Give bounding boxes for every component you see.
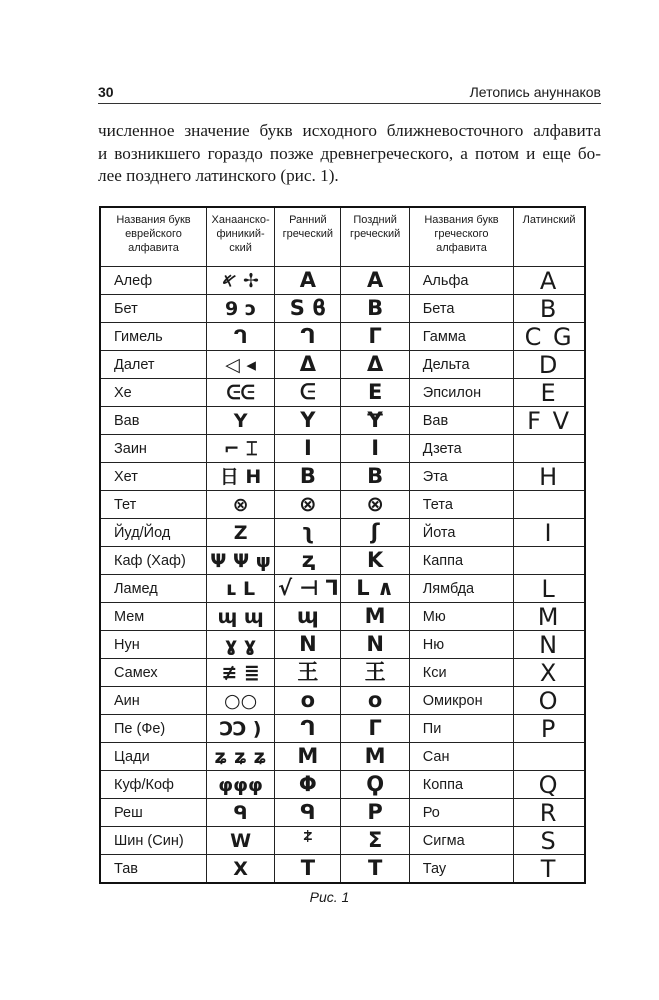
latin-letter-cell [514, 631, 585, 659]
body-line: и возникшего гораздо позже древнегреческого, а потом и еще бо- [98, 143, 601, 163]
late-greek-glyph-cell [341, 379, 409, 407]
late-greek-glyph-cell [341, 743, 409, 771]
latin-letter: E [540, 378, 558, 407]
phoenician-glyph: ʑ ʑ ʑ [214, 745, 267, 768]
phoenician-glyph-cell [206, 547, 274, 575]
latin-letter: S [540, 826, 558, 855]
late-greek-glyph-cell [341, 855, 409, 884]
table-row [100, 519, 585, 547]
hebrew-name-cell: Пе (Фе) [100, 715, 206, 743]
late-greek-glyph: Γ [368, 324, 382, 348]
late-greek-glyph-cell [341, 575, 409, 603]
col-header-hebrew: Названия букв еврейского алфавита [100, 207, 206, 267]
phoenician-glyph-cell [206, 603, 274, 631]
latin-letter-cell [514, 603, 585, 631]
phoenician-glyph: ○○ [223, 689, 258, 712]
table-row [100, 827, 585, 855]
late-greek-glyph: T [367, 856, 383, 880]
phoenician-glyph: 日 H [219, 465, 262, 488]
late-greek-glyph-cell [341, 687, 409, 715]
phoenician-glyph: ᑫ [233, 801, 248, 824]
col-header-latin: Латинский [514, 207, 585, 267]
hebrew-name-cell: Мем [100, 603, 206, 631]
late-greek-glyph: Ϙ [366, 772, 385, 796]
early-greek-glyph-cell [275, 855, 341, 884]
table-row [100, 435, 585, 463]
body-line: лее позднего латинского (рис. 1). [98, 166, 339, 185]
late-greek-glyph: ⊗ [366, 492, 384, 516]
early-greek-glyph: o [300, 688, 316, 712]
greek-name-cell: Йота [409, 519, 513, 547]
table-row [100, 351, 585, 379]
early-greek-glyph: ɰ [296, 604, 319, 628]
col-header-late-greek: Поздний греческий [341, 207, 409, 267]
table-row [100, 463, 585, 491]
latin-letter-cell [514, 295, 585, 323]
late-greek-glyph-cell [341, 323, 409, 351]
late-greek-glyph: M [364, 604, 386, 628]
latin-letter-cell [514, 715, 585, 743]
latin-letter-cell [514, 799, 585, 827]
table-row [100, 855, 585, 884]
early-greek-glyph: Φ [298, 772, 317, 796]
late-greek-glyph: B [367, 296, 384, 320]
phoenician-glyph-cell [206, 771, 274, 799]
hebrew-name-cell: Йуд/Йод [100, 519, 206, 547]
late-greek-glyph: E [367, 380, 383, 404]
phoenician-glyph: 9 ↄ [225, 297, 257, 320]
latin-letter-cell [514, 267, 585, 295]
hebrew-name-cell: Хе [100, 379, 206, 407]
table-header-row [100, 207, 585, 267]
greek-name-cell: Вав [409, 407, 513, 435]
alphabet-table [99, 206, 586, 884]
latin-letter-cell [514, 743, 585, 771]
table-row [100, 715, 585, 743]
greek-name-cell: Тета [409, 491, 513, 519]
phoenician-glyph: X [233, 857, 248, 880]
hebrew-name-cell: Вав [100, 407, 206, 435]
table-row [100, 491, 585, 519]
early-greek-glyph: Y [300, 408, 316, 432]
phoenician-glyph: ɰ ɰ [217, 605, 264, 628]
latin-letter: Q [538, 770, 560, 799]
hebrew-name-cell: Гимель [100, 323, 206, 351]
early-greek-glyph: M [297, 744, 319, 768]
table-row [100, 631, 585, 659]
phoenician-glyph: ⊗ [232, 493, 249, 516]
header-divider [98, 103, 601, 104]
early-greek-glyph-cell [275, 519, 341, 547]
col-header-phoenician: Ханаанско-финикий-ский [206, 207, 274, 267]
phoenician-glyph-cell [206, 827, 274, 855]
late-greek-glyph-cell [341, 799, 409, 827]
latin-letter-cell [514, 407, 585, 435]
early-greek-glyph: ⊗ [299, 492, 317, 516]
late-greek-glyph-cell [341, 435, 409, 463]
hebrew-name-cell: Нун [100, 631, 206, 659]
latin-letter-cell [514, 435, 585, 463]
hebrew-name-cell: Куф/Коф [100, 771, 206, 799]
phoenician-glyph-cell [206, 631, 274, 659]
phoenician-glyph-cell [206, 743, 274, 771]
phoenician-glyph-cell [206, 659, 274, 687]
latin-letter-cell [514, 519, 585, 547]
latin-letter: P [540, 714, 558, 743]
late-greek-glyph-cell [341, 603, 409, 631]
greek-name-cell: Мю [409, 603, 513, 631]
early-greek-glyph: I [303, 436, 312, 460]
latin-letter: F V [527, 406, 572, 435]
late-greek-glyph-cell [341, 267, 409, 295]
late-greek-glyph: o [367, 688, 383, 712]
early-greek-glyph: ᒉ [300, 324, 316, 348]
early-greek-glyph-cell [275, 603, 341, 631]
early-greek-glyph-cell [275, 827, 341, 855]
hebrew-name-cell: Каф (Хаф) [100, 547, 206, 575]
early-greek-glyph: S ϐ [289, 296, 326, 320]
late-greek-glyph: ʃ [370, 520, 380, 544]
phoenician-glyph-cell [206, 715, 274, 743]
table-row [100, 323, 585, 351]
table-row [100, 547, 585, 575]
late-greek-glyph: 王 [364, 660, 386, 684]
page-number: 30 [98, 84, 114, 100]
early-greek-glyph-cell [275, 463, 341, 491]
table-row [100, 771, 585, 799]
greek-name-cell: Коппа [409, 771, 513, 799]
hebrew-name-cell: Бет [100, 295, 206, 323]
table-row [100, 407, 585, 435]
late-greek-glyph: N [366, 632, 384, 656]
phoenician-glyph-cell [206, 435, 274, 463]
running-title: Летопись ануннаков [469, 84, 601, 100]
phoenician-glyph: ◁ ◂ [225, 353, 256, 376]
phoenician-glyph-cell [206, 855, 274, 884]
latin-letter: X [539, 658, 559, 687]
late-greek-glyph: M [364, 744, 386, 768]
phoenician-glyph-cell [206, 687, 274, 715]
phoenician-glyph: Y [233, 409, 248, 432]
greek-name-cell: Ню [409, 631, 513, 659]
early-greek-glyph: Δ [299, 352, 316, 376]
late-greek-glyph-cell [341, 631, 409, 659]
latin-letter: T [540, 854, 558, 883]
table-row [100, 603, 585, 631]
late-greek-glyph: Γ [368, 716, 382, 740]
phoenician-glyph-cell [206, 323, 274, 351]
phoenician-glyph-cell [206, 575, 274, 603]
phoenician-glyph: ⌐ ⌶ [223, 437, 258, 460]
early-greek-glyph-cell [275, 295, 341, 323]
late-greek-glyph: L ∧ [356, 576, 394, 600]
greek-name-cell: Каппа [409, 547, 513, 575]
hebrew-name-cell: Самех [100, 659, 206, 687]
early-greek-glyph-cell [275, 379, 341, 407]
hebrew-name-cell: Заин [100, 435, 206, 463]
greek-name-cell: Альфа [409, 267, 513, 295]
early-greek-glyph-cell [275, 575, 341, 603]
late-greek-glyph: Δ [366, 352, 384, 376]
table-row [100, 267, 585, 295]
col-header-early-greek: Ранний греческий [275, 207, 341, 267]
phoenician-glyph-cell [206, 379, 274, 407]
latin-letter: D [538, 350, 560, 379]
phoenician-glyph: Z [233, 521, 248, 544]
greek-name-cell: Кси [409, 659, 513, 687]
phoenician-glyph-cell [206, 267, 274, 295]
early-greek-glyph-cell [275, 743, 341, 771]
hebrew-name-cell: Тет [100, 491, 206, 519]
table-row [100, 687, 585, 715]
table-row [100, 743, 585, 771]
late-greek-glyph-cell [341, 519, 409, 547]
latin-letter-cell [514, 323, 585, 351]
latin-letter-cell [514, 547, 585, 575]
table-row [100, 799, 585, 827]
hebrew-name-cell: Реш [100, 799, 206, 827]
latin-letter-cell [514, 463, 585, 491]
greek-name-cell: Эта [409, 463, 513, 491]
page-header [98, 84, 601, 102]
early-greek-glyph: ᙇ [302, 828, 314, 852]
latin-letter: L [541, 574, 557, 603]
phoenician-glyph-cell [206, 799, 274, 827]
latin-letter: M [537, 602, 561, 631]
greek-name-cell: Сан [409, 743, 513, 771]
greek-name-cell: Гамма [409, 323, 513, 351]
late-greek-glyph-cell [341, 715, 409, 743]
early-greek-glyph: ᒉ [300, 716, 316, 740]
phoenician-glyph: ≢ ≣ [221, 661, 260, 684]
early-greek-glyph-cell [275, 659, 341, 687]
early-greek-glyph-cell [275, 547, 341, 575]
early-greek-glyph-cell [275, 799, 341, 827]
latin-letter-cell [514, 491, 585, 519]
greek-name-cell: Омикрон [409, 687, 513, 715]
hebrew-name-cell: Аин [100, 687, 206, 715]
figure-caption: Рис. 1 [309, 889, 350, 905]
latin-letter: H [539, 462, 560, 491]
early-greek-glyph-cell [275, 771, 341, 799]
late-greek-glyph-cell [341, 463, 409, 491]
greek-name-cell: Дзета [409, 435, 513, 463]
greek-name-cell: Тау [409, 855, 513, 884]
hebrew-name-cell: Ламед [100, 575, 206, 603]
latin-letter-cell [514, 771, 585, 799]
latin-letter: C G [524, 322, 574, 351]
early-greek-glyph: ᕮ [300, 380, 316, 404]
phoenician-glyph: φφφ [218, 773, 263, 796]
table-row [100, 295, 585, 323]
phoenician-glyph: ɣ ɣ [225, 633, 257, 656]
phoenician-glyph-cell [206, 463, 274, 491]
late-greek-glyph-cell [341, 351, 409, 379]
phoenician-glyph: Ψ Ψ ψ [210, 549, 271, 572]
late-greek-glyph: K [366, 548, 384, 572]
early-greek-glyph-cell [275, 435, 341, 463]
latin-letter-cell [514, 827, 585, 855]
phoenician-glyph: 𐤀 ✢ [222, 269, 259, 292]
late-greek-glyph: A [366, 268, 384, 292]
table-row [100, 379, 585, 407]
col-header-greek-names: Названия букв греческого алфавита [409, 207, 513, 267]
latin-letter-cell [514, 351, 585, 379]
latin-letter-cell [514, 659, 585, 687]
phoenician-glyph-cell [206, 351, 274, 379]
late-greek-glyph: I [371, 436, 380, 460]
latin-letter: I [544, 518, 554, 547]
early-greek-glyph-cell [275, 715, 341, 743]
body-paragraph [98, 120, 601, 188]
late-greek-glyph-cell [341, 295, 409, 323]
latin-letter: A [539, 266, 559, 295]
phoenician-glyph: ϽϽ ) [219, 717, 262, 740]
early-greek-glyph-cell [275, 267, 341, 295]
early-greek-glyph: ʅ [301, 520, 315, 544]
late-greek-glyph: B [367, 464, 384, 488]
phoenician-glyph: ᒉ [233, 325, 248, 348]
latin-letter: O [538, 686, 560, 715]
hebrew-name-cell: Хет [100, 463, 206, 491]
latin-letter-cell [514, 687, 585, 715]
hebrew-name-cell: Далет [100, 351, 206, 379]
latin-letter: R [539, 798, 559, 827]
late-greek-glyph-cell [341, 491, 409, 519]
latin-letter: B [539, 294, 559, 323]
phoenician-glyph-cell [206, 491, 274, 519]
late-greek-glyph: Ɏ [367, 408, 383, 432]
latin-letter-cell [514, 379, 585, 407]
late-greek-glyph-cell [341, 827, 409, 855]
late-greek-glyph-cell [341, 771, 409, 799]
early-greek-glyph-cell [275, 407, 341, 435]
body-line: численное значение букв исходного ближневосточного алфавита [98, 121, 601, 140]
early-greek-glyph: B [299, 464, 316, 488]
latin-letter-cell [514, 855, 585, 884]
early-greek-glyph: T [300, 856, 316, 880]
phoenician-glyph: W [230, 829, 252, 852]
early-greek-glyph-cell [275, 323, 341, 351]
greek-name-cell: Бета [409, 295, 513, 323]
phoenician-glyph: ʟ L [226, 577, 256, 600]
greek-name-cell: Лямбда [409, 575, 513, 603]
table-row [100, 575, 585, 603]
late-greek-glyph: Σ [367, 828, 383, 852]
greek-name-cell: Эпсилон [409, 379, 513, 407]
greek-name-cell: Сигма [409, 827, 513, 855]
early-greek-glyph: ᑫ [300, 800, 316, 824]
early-greek-glyph-cell [275, 351, 341, 379]
late-greek-glyph-cell [341, 407, 409, 435]
late-greek-glyph-cell [341, 547, 409, 575]
early-greek-glyph: N [299, 632, 317, 656]
greek-name-cell: Ро [409, 799, 513, 827]
early-greek-glyph: √ ⊣ ⅂ [278, 576, 338, 600]
greek-name-cell: Пи [409, 715, 513, 743]
latin-letter: N [539, 630, 560, 659]
hebrew-name-cell: Цади [100, 743, 206, 771]
late-greek-glyph-cell [341, 659, 409, 687]
table-row [100, 659, 585, 687]
hebrew-name-cell: Тав [100, 855, 206, 884]
phoenician-glyph: ᕮᕮ [226, 381, 255, 404]
early-greek-glyph-cell [275, 687, 341, 715]
phoenician-glyph-cell [206, 519, 274, 547]
early-greek-glyph: 王 [297, 660, 319, 684]
hebrew-name-cell: Алеф [100, 267, 206, 295]
greek-name-cell: Дельта [409, 351, 513, 379]
early-greek-glyph: A [299, 268, 316, 292]
early-greek-glyph-cell [275, 491, 341, 519]
latin-letter-cell [514, 575, 585, 603]
late-greek-glyph: P [367, 800, 383, 824]
early-greek-glyph: ⱬ [301, 548, 314, 572]
phoenician-glyph-cell [206, 295, 274, 323]
phoenician-glyph-cell [206, 407, 274, 435]
hebrew-name-cell: Шин (Син) [100, 827, 206, 855]
early-greek-glyph-cell [275, 631, 341, 659]
